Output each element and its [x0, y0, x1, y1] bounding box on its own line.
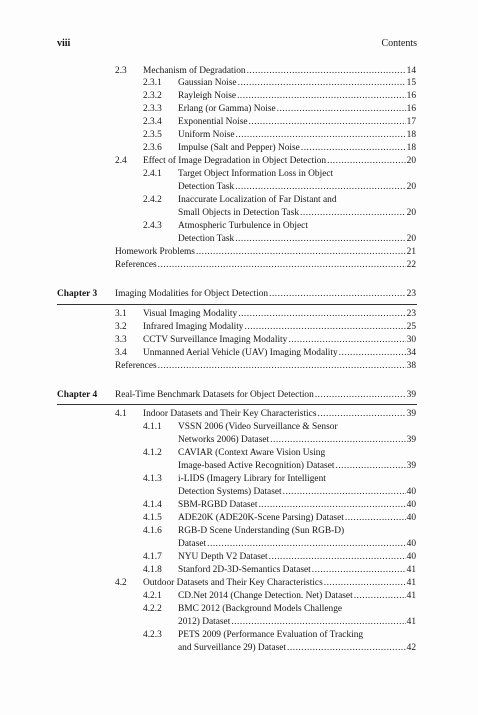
toc-page-number: 40	[406, 552, 416, 562]
toc-entry-chapter-4[interactable]	[115, 390, 416, 400]
toc-page-number: 40	[406, 513, 416, 523]
toc-leader	[339, 348, 406, 358]
toc-number: 2.4.2	[143, 195, 162, 205]
toc-title: References	[115, 260, 157, 270]
toc-title-line-1: CAVIAR (Context Aware Vision Using	[178, 448, 326, 458]
toc-title-line-2: Detection Systems) Dataset	[178, 487, 282, 497]
toc-leader	[269, 552, 406, 562]
toc-title: Mechanism of Degradation	[143, 66, 246, 76]
toc-number: 2.4.3	[143, 221, 162, 231]
toc-page-number: 41	[406, 617, 416, 627]
toc-title: Infrared Imaging Modality	[143, 322, 244, 332]
toc-title-line-1: Inaccurate Localization of Far Distant and	[178, 195, 337, 205]
toc-title: CD.Net 2014 (Change Detection. Net) Dataset	[178, 591, 353, 601]
toc-leader	[158, 260, 406, 270]
toc-page-number: 41	[406, 591, 416, 601]
toc-page-number: 25	[406, 322, 416, 332]
toc-entry-4-2[interactable]	[143, 578, 416, 588]
toc-page-number: 40	[406, 539, 416, 549]
toc-leader	[238, 309, 405, 319]
toc-leader	[312, 565, 406, 575]
toc-leader	[327, 156, 406, 166]
toc-page-number: 23	[406, 289, 416, 299]
toc-title-line-2: Image-based Active Recognition) Dataset	[178, 461, 335, 471]
toc-leader	[287, 643, 406, 653]
toc-leader	[258, 500, 405, 510]
toc-leader	[270, 435, 406, 445]
toc-leader	[345, 513, 406, 523]
toc-page-number: 16	[406, 104, 416, 114]
toc-entry-3-2[interactable]	[143, 322, 416, 332]
toc-entry-2-4-2[interactable]	[178, 208, 416, 218]
toc-title: NYU Depth V2 Dataset	[178, 552, 268, 562]
toc-title-line-1: RGB-D Scene Understanding (Sun RGB-D)	[178, 526, 345, 536]
toc-title: Stanford 2D-3D-Semantics Dataset	[178, 565, 311, 575]
toc-page-number: 22	[406, 260, 416, 270]
toc-number: 3.3	[115, 335, 127, 345]
toc-leader	[288, 335, 405, 345]
toc-entry-4-1-2[interactable]	[178, 461, 416, 471]
toc-leader	[235, 182, 405, 192]
toc-page-number: 18	[406, 130, 416, 140]
toc-title-line-1: i-LIDS (Imagery Library for Intelligent	[178, 474, 326, 484]
toc-entry-2-3-4[interactable]	[178, 117, 416, 127]
toc-number: 2.3.2	[143, 91, 162, 101]
toc-number: 4.2.3	[143, 630, 162, 640]
toc-entry-2-3-3[interactable]	[178, 104, 416, 114]
toc-title-line-1: Target Object Information Loss in Object	[178, 169, 334, 179]
toc-title: Erlang (or Gamma) Noise	[178, 104, 276, 114]
toc-leader	[277, 104, 406, 114]
toc-number: 4.1	[115, 409, 127, 419]
toc-entry-4-2-1[interactable]	[178, 591, 416, 601]
toc-title-line-1: VSSN 2006 (Video Surveillance & Sensor	[178, 422, 338, 432]
toc-title: Gaussian Noise	[178, 78, 237, 88]
toc-number: 3.4	[115, 348, 127, 358]
toc-title-line-1: Atmospheric Turbulence in Object	[178, 221, 308, 231]
toc-number: 2.3.5	[143, 130, 162, 140]
toc-leader	[235, 234, 405, 244]
toc-number: 2.4.1	[143, 169, 162, 179]
toc-leader	[335, 461, 405, 471]
toc-leader	[158, 361, 406, 371]
toc-title: Rayleigh Noise	[178, 91, 237, 101]
toc-leader	[245, 322, 406, 332]
toc-entry-4-1[interactable]	[143, 409, 416, 419]
chapter-label: Chapter 4	[57, 390, 98, 400]
toc-entry-2-3-1[interactable]	[178, 78, 416, 88]
toc-entry-4-1-3[interactable]	[178, 487, 416, 497]
toc-number: 2.3.4	[143, 117, 162, 127]
toc-page-number: 17	[406, 117, 416, 127]
chapter-divider	[57, 404, 417, 405]
chapter-divider	[57, 304, 417, 305]
toc-leader	[301, 143, 406, 153]
toc-entry-4-1-8[interactable]	[178, 565, 416, 575]
toc-page-number: 39	[406, 390, 416, 400]
toc-leader	[196, 247, 406, 257]
toc-number: 4.1.4	[143, 500, 162, 510]
toc-page-number: 30	[406, 335, 416, 345]
toc-number: 2.3	[115, 66, 127, 76]
toc-title: Impulse (Salt and Pepper) Noise	[178, 143, 300, 153]
toc-leader	[324, 578, 406, 588]
toc-page-number: 41	[406, 565, 416, 575]
toc-title-line-2: Small Objects in Detection Task	[178, 208, 300, 218]
toc-page-number: 20	[406, 234, 416, 244]
toc-title-line-2: and Surveillance 29) Dataset	[178, 643, 287, 653]
toc-page-number: 20	[406, 208, 416, 218]
toc-page-number: 41	[406, 578, 416, 588]
toc-number: 4.2	[115, 578, 127, 588]
toc-number: 4.1.3	[143, 474, 162, 484]
toc-number: 4.1.5	[143, 513, 162, 523]
toc-page-number: 42	[406, 643, 416, 653]
toc-entry-4-1-6[interactable]	[178, 539, 416, 549]
toc-title-line-2: Dataset	[178, 539, 207, 549]
toc-title: Visual Imaging Modality	[143, 309, 238, 319]
toc-number: 4.1.1	[143, 422, 162, 432]
toc-entry-4-1-7[interactable]	[178, 552, 416, 562]
toc-page-number: 40	[406, 487, 416, 497]
toc-title-line-2: 2012) Dataset	[178, 617, 231, 627]
toc-title: Exponential Noise	[178, 117, 248, 127]
toc-entry-3-1[interactable]	[143, 309, 416, 319]
running-page-number: viii	[57, 38, 71, 49]
toc-entry-3-3[interactable]	[143, 335, 416, 345]
toc-entry-references-ch2[interactable]	[115, 260, 416, 270]
toc-number: 3.2	[115, 322, 127, 332]
toc-number: 4.1.7	[143, 552, 162, 562]
toc-number: 4.1.2	[143, 448, 162, 458]
toc-leader	[236, 130, 406, 140]
toc-entry-2-4-3[interactable]	[178, 234, 416, 244]
toc-page-number: 15	[406, 78, 416, 88]
toc-entry-3-4[interactable]	[143, 348, 416, 358]
toc-number: 3.1	[115, 309, 127, 319]
toc-entry-4-1-1[interactable]	[178, 435, 416, 445]
toc-title: Uniform Noise	[178, 130, 235, 140]
toc-leader	[237, 91, 406, 101]
toc-leader	[354, 591, 406, 601]
toc-title: Indoor Datasets and Their Key Characteristics	[143, 409, 317, 419]
toc-entry-homework-problems[interactable]	[115, 247, 416, 257]
toc-number: 2.3.1	[143, 78, 162, 88]
toc-title-line-2: Detection Task	[178, 182, 235, 192]
toc-title: Imaging Modalities for Object Detection	[115, 289, 269, 299]
toc-number: 4.1.8	[143, 565, 162, 575]
toc-leader	[238, 78, 406, 88]
toc-entry-2-4[interactable]	[143, 156, 416, 166]
toc-entry-2-3-5[interactable]	[178, 130, 416, 140]
toc-title-line-2: Detection Task	[178, 234, 235, 244]
toc-page-number: 23	[406, 309, 416, 319]
toc-entry-2-4-1[interactable]	[178, 182, 416, 192]
toc-page-number: 39	[406, 409, 416, 419]
toc-leader	[300, 208, 406, 218]
toc-title: ADE20K (ADE20K-Scene Parsing) Dataset	[178, 513, 344, 523]
toc-page-number: 20	[406, 156, 416, 166]
toc-title-line-1: BMC 2012 (Background Models Challenge	[178, 604, 343, 614]
toc-title: Unmanned Aerial Vehicle (UAV) Imaging Modality	[143, 348, 338, 358]
toc-entry-4-1-4[interactable]	[178, 500, 416, 510]
toc-entry-references-ch3[interactable]	[115, 361, 416, 371]
running-header: Contents	[381, 38, 417, 49]
toc-number: 4.2.1	[143, 591, 162, 601]
toc-number: 4.1.6	[143, 526, 162, 536]
toc-leader	[249, 117, 406, 127]
chapter-label: Chapter 3	[57, 289, 98, 299]
toc-title: Real-Time Benchmark Datasets for Object Detection	[115, 390, 314, 400]
toc-title: Outdoor Datasets and Their Key Characteristics	[143, 578, 323, 588]
toc-page-number: 21	[406, 247, 416, 257]
toc-entry-4-2-3[interactable]	[178, 643, 416, 653]
toc-number: 2.3.3	[143, 104, 162, 114]
toc-page-number: 38	[406, 361, 416, 371]
toc-page-number: 14	[406, 66, 416, 76]
toc-page-number: 39	[406, 435, 416, 445]
toc-page-number: 39	[406, 461, 416, 471]
toc-title-line-2: Networks 2006) Dataset	[178, 435, 270, 445]
toc-page-number: 18	[406, 143, 416, 153]
toc-number: 2.4	[115, 156, 127, 166]
toc-number: 2.3.6	[143, 143, 162, 153]
toc-leader	[283, 487, 406, 497]
toc-entry-2-3-6[interactable]	[178, 143, 416, 153]
toc-page-number: 16	[406, 91, 416, 101]
toc-title: Homework Problems	[115, 247, 195, 257]
toc-leader	[317, 409, 405, 419]
toc-title-line-1: PETS 2009 (Performance Evaluation of Tracking	[178, 630, 364, 640]
toc-entry-4-1-5[interactable]	[178, 513, 416, 523]
toc-leader	[207, 539, 406, 549]
toc-entry-chapter-3[interactable]	[115, 289, 416, 299]
toc-page-number: 34	[406, 348, 416, 358]
toc-title: CCTV Surveillance Imaging Modality	[143, 335, 288, 345]
toc-leader	[231, 617, 405, 627]
toc-title: SBM-RGBD Dataset	[178, 500, 258, 510]
toc-leader	[315, 390, 406, 400]
toc-page-number: 20	[406, 182, 416, 192]
toc-entry-2-3[interactable]	[143, 66, 416, 76]
toc-title: References	[115, 361, 157, 371]
toc-title: Effect of Image Degradation in Object Detection	[143, 156, 327, 166]
toc-leader	[247, 66, 406, 76]
toc-page-number: 40	[406, 500, 416, 510]
toc-leader	[269, 289, 406, 299]
toc-number: 4.2.2	[143, 604, 162, 614]
toc-entry-4-2-2[interactable]	[178, 617, 416, 627]
toc-entry-2-3-2[interactable]	[178, 91, 416, 101]
